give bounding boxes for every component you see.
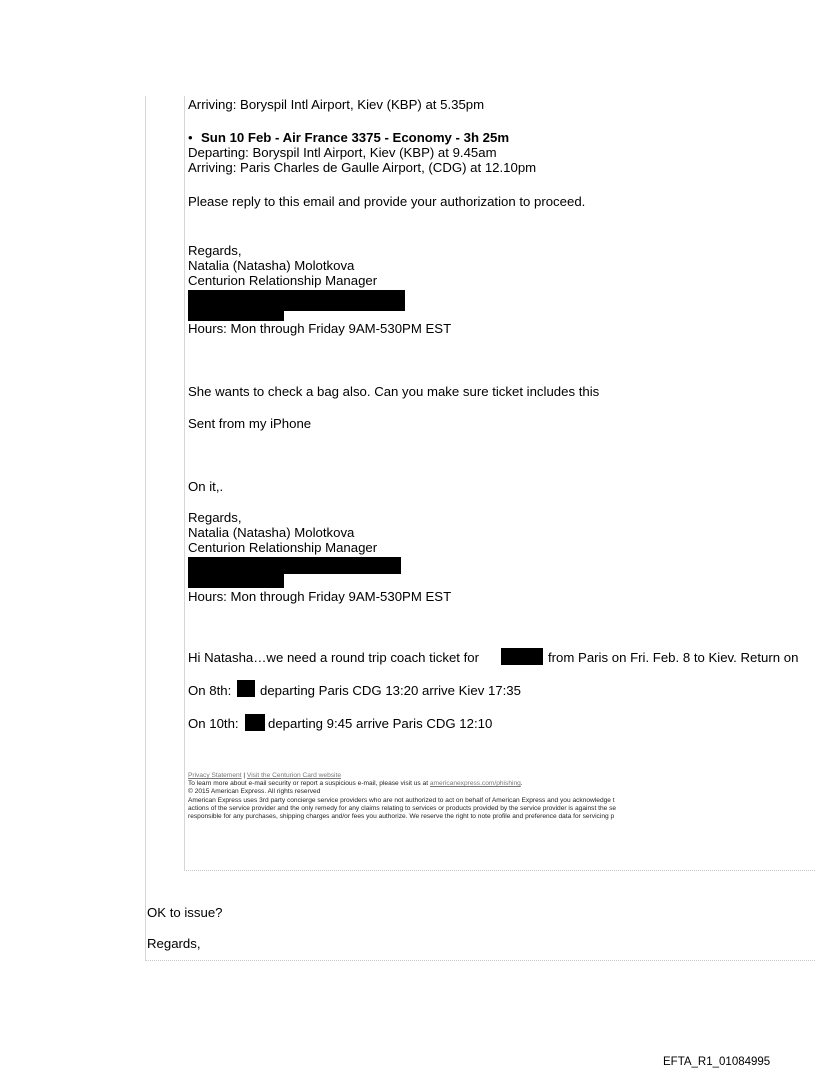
flight-header-bullet: • <box>188 130 193 145</box>
request-text-part1: Hi Natasha…we need a round trip coach ticket for <box>188 650 480 665</box>
signature1-hours: Hours: Mon through Friday 9AM-530PM EST <box>188 321 452 336</box>
reply-regards: Regards, <box>147 936 201 951</box>
redaction-block <box>188 574 284 588</box>
centurion-card-link[interactable]: Visit the Centurion Card website <box>246 772 341 779</box>
redaction-block <box>501 648 543 665</box>
legal-footer <box>188 772 816 821</box>
arriving-kbp-line: Arriving: Boryspil Intl Airport, Kiev (KBP) at 5.35pm <box>188 97 485 112</box>
redaction-block <box>237 680 255 697</box>
signature2-name: Natalia (Natasha) Molotkova <box>188 525 355 540</box>
copyright-line: © 2015 American Express. All rights reserved <box>188 788 321 796</box>
signature1-title: Centurion Relationship Manager <box>188 273 378 288</box>
signature2-hours: Hours: Mon through Friday 9AM-530PM EST <box>188 589 452 604</box>
arriving-cdg-line: Arriving: Paris Charles de Gaulle Airport, (CDG) at 12.10pm <box>188 160 537 175</box>
redaction-block <box>188 557 401 574</box>
request-text-part2: from Paris on Fri. Feb. 8 to Kiev. Return on <box>548 650 799 665</box>
privacy-statement-link[interactable]: Privacy Statement <box>188 772 242 779</box>
ok-to-issue-text: OK to issue? <box>147 905 223 920</box>
sent-from-text: Sent from my iPhone <box>188 416 312 431</box>
on10-label: On 10th: <box>188 716 239 731</box>
link-separator: | <box>243 772 246 779</box>
security-period: . <box>520 780 523 788</box>
disclaimer-line-1: American Express uses 3rd party concierge service providers who are not authorized to act on behalf of American Express and you acknowledge t <box>188 796 615 804</box>
disclaimer-line-2: actions of the service provider and the only remedy for any claims relating to services or products provided by the service provider is against the se <box>188 804 617 812</box>
footer-links-line <box>188 772 816 780</box>
disclaimer-line-3: responsible for any purchases, shipping charges and/or fees you authorize. We reserve the right to note profile and preference data for servicing p <box>188 813 615 821</box>
on10-detail: departing 9:45 arrive Paris CDG 12:10 <box>268 716 493 731</box>
flight-header: Sun 10 Feb - Air France 3375 - Economy - 3h 25m <box>201 130 510 145</box>
signature1-regards: Regards, <box>188 243 242 258</box>
signature2-regards: Regards, <box>188 510 242 525</box>
reply-request-text: Please reply to this email and provide your authorization to proceed. <box>188 194 586 209</box>
departing-kbp-line: Departing: Boryspil Intl Airport, Kiev (KBP) at 9.45am <box>188 145 497 160</box>
signature2-title: Centurion Relationship Manager <box>188 540 378 555</box>
redaction-block <box>188 311 284 321</box>
bag-request-text: She wants to check a bag also. Can you make sure ticket includes this <box>188 384 600 399</box>
on8-label: On 8th: <box>188 683 232 698</box>
on8-detail: departing Paris CDG 13:20 arrive Kiev 17:35 <box>260 683 521 698</box>
on-it-text: On it,. <box>188 479 224 494</box>
redaction-block <box>188 290 405 311</box>
document-id: EFTA_R1_01084995 <box>663 1056 771 1068</box>
inner-quote-block <box>184 96 816 871</box>
redaction-block <box>245 714 265 731</box>
phishing-link[interactable]: americanexpress.com/phishing <box>429 780 521 788</box>
signature1-name: Natalia (Natasha) Molotkova <box>188 258 355 273</box>
security-text: To learn more about e-mail security or report a suspicious e-mail, please visit us at <box>188 780 429 788</box>
